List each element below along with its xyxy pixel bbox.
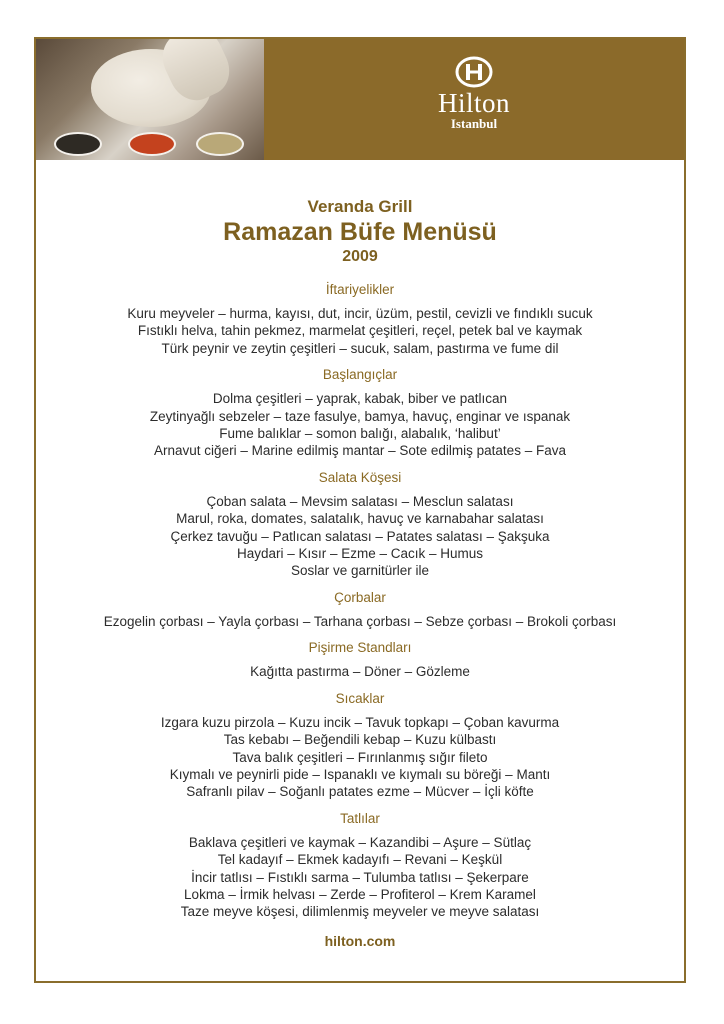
menu-item: Tas kebabı – Beğendili kebap – Kuzu külbastı bbox=[223, 732, 497, 748]
menu-item: Marul, roka, domates, salatalık, havuç ve karnabahar salatası bbox=[176, 511, 544, 527]
menu-item: Çoban salata – Mevsim salatası – Mesclun salatası bbox=[206, 493, 514, 509]
menu-item: Çerkez tavuğu – Patlıcan salatası – Patates salatası – Şakşuka bbox=[170, 528, 550, 544]
menu-item: Fıstıklı helva, tahin pekmez, marmelat çeşitleri, reçel, petek bal ve kaymak bbox=[137, 323, 583, 339]
menu-section bbox=[36, 690, 684, 801]
section-title: İftariyelikler bbox=[325, 282, 395, 297]
section-title: Başlangıçlar bbox=[322, 367, 398, 383]
menu-item: Türk peynir ve zeytin çeşitleri – sucuk, salam, pastırma ve fume dil bbox=[161, 340, 559, 356]
menu-item: Izgara kuzu pirzola – Kuzu incik – Tavuk topkapı – Çoban kavurma bbox=[160, 714, 560, 730]
menu-item: Arnavut ciğeri – Marine edilmiş mantar – Sote edilmiş patates – Fava bbox=[154, 443, 566, 459]
menu-item: Ezogelin çorbası – Yayla çorbası – Tarhana çorbası – Sebze çorbası – Brokoli çorbası bbox=[103, 613, 617, 629]
website-link[interactable]: hilton.com bbox=[324, 932, 396, 949]
menu-item: Dolma çeşitleri – yaprak, kabak, biber ve patlıcan bbox=[212, 391, 508, 407]
menu-section bbox=[36, 589, 684, 630]
menu-section bbox=[36, 469, 684, 580]
menu-item: Soslar ve garnitürler ile bbox=[290, 563, 430, 579]
section-title: Çorbalar bbox=[334, 589, 386, 605]
menu-item: Haydari – Kısır – Ezme – Cacık – Humus bbox=[236, 546, 484, 562]
hilton-logo bbox=[414, 55, 534, 145]
brand-city: Istanbul bbox=[450, 116, 498, 131]
brand-name: Hilton bbox=[437, 88, 510, 118]
menu-section bbox=[36, 810, 684, 921]
menu-page bbox=[34, 37, 686, 983]
menu-item: Fume balıklar – somon balığı, alabalık, ‘halibut’ bbox=[219, 426, 501, 442]
menu-item: Taze meyve köşesi, dilimlenmiş meyveler ve meyve salatası bbox=[180, 904, 540, 920]
food-photo bbox=[36, 39, 264, 160]
page-title: Ramazan Büfe Menüsü bbox=[223, 218, 497, 246]
menu-content bbox=[36, 197, 684, 950]
menu-item: Kuru meyveler – hurma, kayısı, dut, incir, üzüm, pestil, cevizli ve fındıklı sucuk bbox=[127, 306, 593, 321]
menu-item: Kağıtta pastırma – Döner – Gözleme bbox=[250, 664, 470, 680]
venue-name: Veranda Grill bbox=[307, 197, 413, 216]
menu-item: Zeytinyağlı sebzeler – taze fasulye, bamya, havuç, enginar ve ıspanak bbox=[149, 408, 571, 424]
menu-item: Tava balık çeşitleri – Fırınlanmış sığır fileto bbox=[232, 749, 488, 765]
menu-item: Kıymalı ve peynirli pide – Ispanaklı ve kıymalı su böreği – Mantı bbox=[169, 766, 551, 782]
section-title: Salata Köşesi bbox=[318, 469, 402, 485]
menu-item: Safranlı pilav – Soğanlı patates ezme – Mücver – İçli köfte bbox=[186, 784, 534, 800]
menu-item: İncir tatlısı – Fıstıklı sarma – Tulumba tatlısı – Şekerpare bbox=[191, 869, 529, 885]
menu-item: Lokma – İrmik helvası – Zerde – Profiterol – Krem Karamel bbox=[184, 886, 536, 902]
menu-year: 2009 bbox=[342, 248, 378, 265]
section-title: Sıcaklar bbox=[335, 690, 385, 706]
menu-section bbox=[36, 281, 684, 357]
section-title: Tatlılar bbox=[340, 810, 380, 826]
menu-section bbox=[36, 639, 684, 680]
section-title: Pişirme Standları bbox=[308, 640, 412, 656]
hilton-monogram-icon bbox=[454, 55, 494, 89]
menu-section bbox=[36, 366, 684, 460]
menu-item: Tel kadayıf – Ekmek kadayıfı – Revani – Keşkül bbox=[217, 852, 503, 868]
menu-item: Baklava çeşitleri ve kaymak – Kazandibi – Aşure – Sütlaç bbox=[188, 834, 532, 850]
header-banner bbox=[36, 39, 684, 160]
